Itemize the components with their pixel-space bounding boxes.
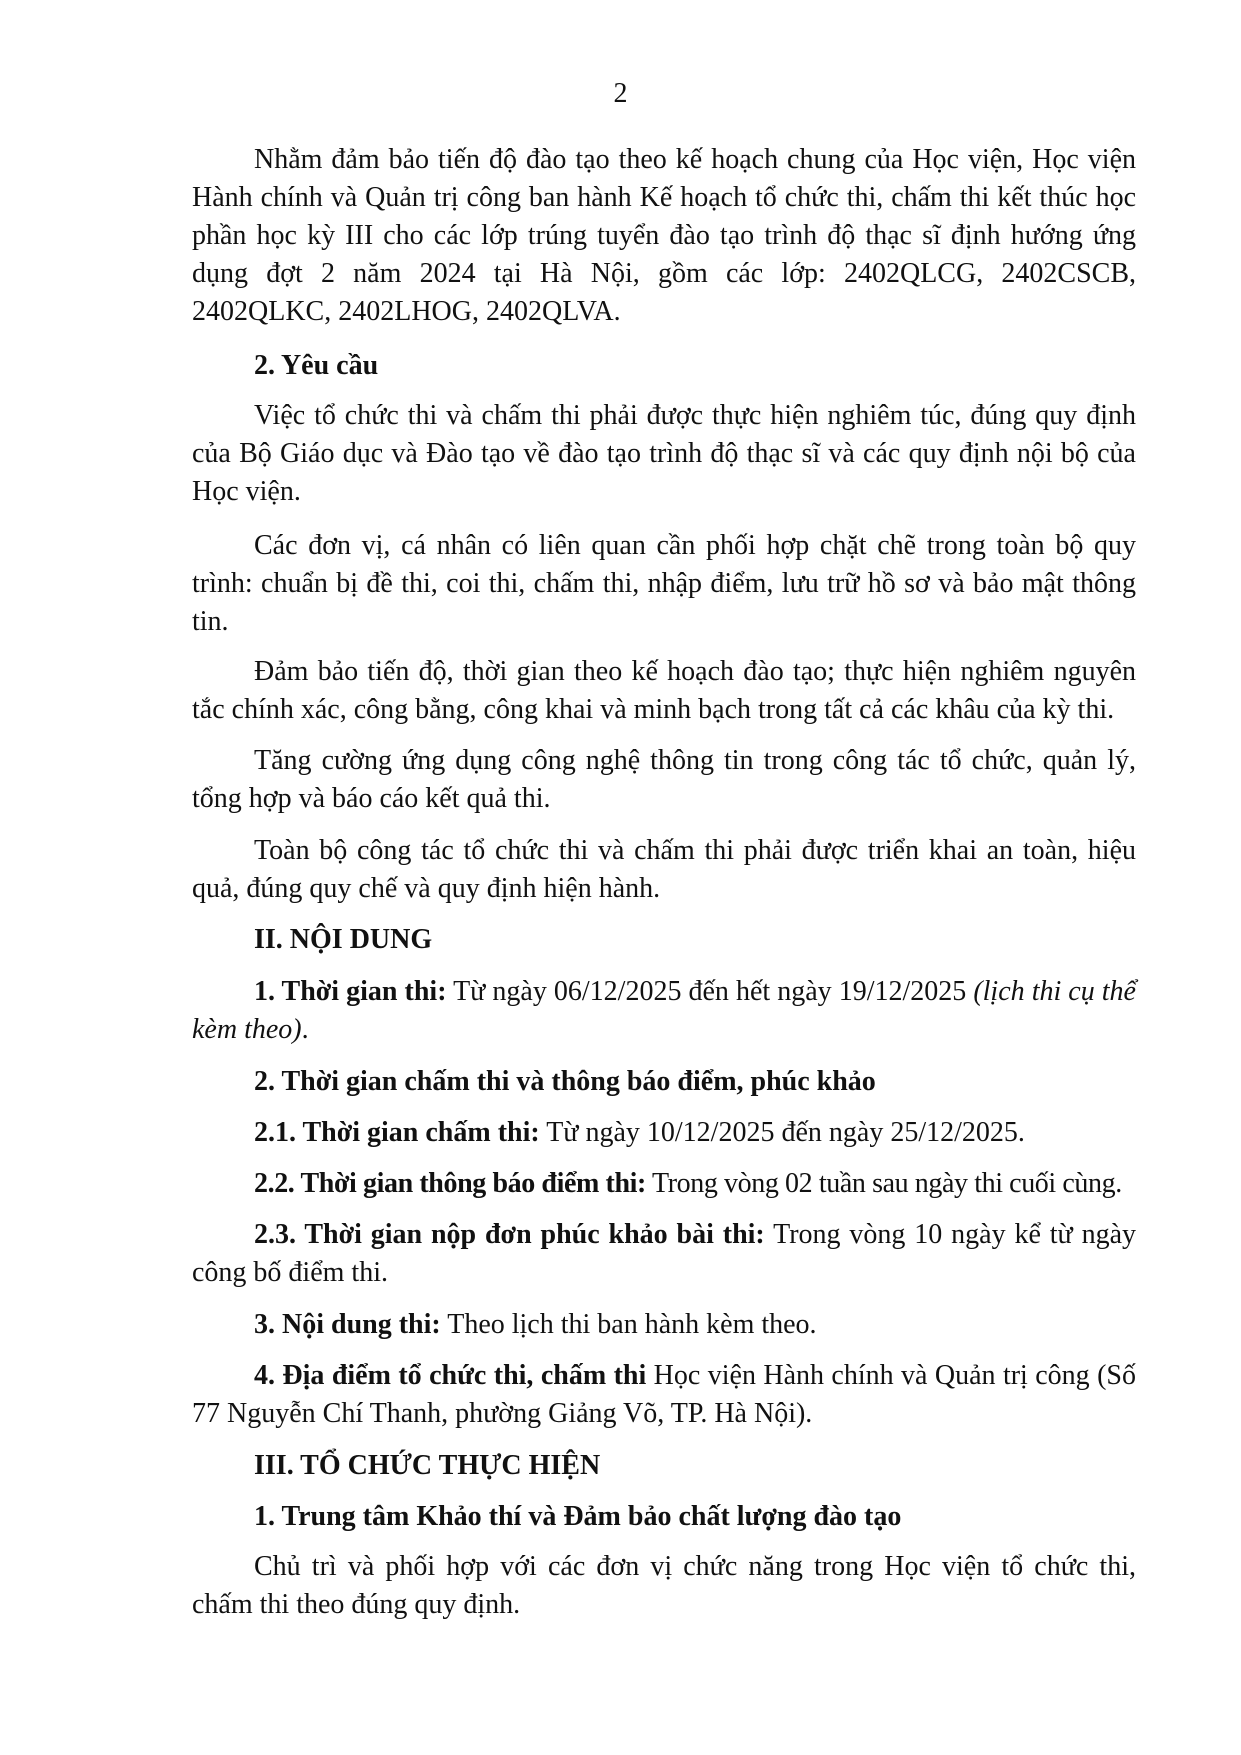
exam-content-paragraph <box>192 1306 1136 1344</box>
appeal-paragraph <box>192 1216 1136 1292</box>
location-label: 4. Địa điểm tổ chức thi, chấm thi <box>254 1360 647 1391</box>
period: . <box>301 1014 309 1045</box>
section-ii-heading: II. NỘI DUNG <box>254 924 433 955</box>
testing-center-heading: 1. Trung tâm Khảo thí và Đảm bảo chất lượng đào tạo <box>254 1501 902 1532</box>
location-paragraph <box>192 1357 1136 1433</box>
appeal-label: 2.3. Thời gian nộp đơn phúc khảo bài thi: <box>254 1219 765 1250</box>
score-notice-label: 2.2. Thời gian thông báo điểm thi: <box>254 1168 646 1199</box>
requirement-paragraph: Toàn bộ công tác tổ chức thi và chấm thi phải được triển khai an toàn, hiệu quả, đúng quy chế và quy định hiện hành. <box>192 835 1136 904</box>
exam-content-text: Theo lịch thi ban hành kèm theo. <box>440 1309 817 1340</box>
location-text: Học viện Hành chính và Quản trị công (Số 77 Nguyễn Chí Thanh, phường Giảng Võ, TP. Hà Nội). <box>192 1360 1136 1429</box>
exam-content-label: 3. Nội dung thi: <box>254 1309 441 1340</box>
grading-time-label: 2.1. Thời gian chấm thi: <box>254 1117 540 1148</box>
page-number: 2 <box>613 78 628 109</box>
requirements-heading: 2. Yêu cầu <box>254 350 379 381</box>
exam-time-label: 1. Thời gian thi: <box>254 976 447 1007</box>
requirement-paragraph: Đảm bảo tiến độ, thời gian theo kế hoạch đào tạo; thực hiện nghiêm nguyên tắc chính xác, công bằng, công khai và minh bạch trong tất cả các khâu của kỳ thi. <box>192 656 1136 725</box>
appeal-text: Trong vòng 10 ngày kể từ ngày công bố điểm thi. <box>192 1219 1136 1288</box>
exam-time-paragraph <box>192 973 1136 1049</box>
requirement-paragraph: Tăng cường ứng dụng công nghệ thông tin trong công tác tổ chức, quản lý, tổng hợp và báo cáo kết quả thi. <box>192 745 1136 814</box>
grading-time-text: Từ ngày 10/12/2025 đến ngày 25/12/2025. <box>539 1117 1025 1148</box>
requirement-paragraph: Việc tổ chức thi và chấm thi phải được thực hiện nghiêm túc, đúng quy định của Bộ Giáo dục và Đào tạo về đào tạo trình độ thạc sĩ và các quy định nội bộ của Học viện. <box>192 400 1136 507</box>
intro-paragraph: Nhằm đảm bảo tiến độ đào tạo theo kế hoạch chung của Học viện, Học viện Hành chính và Quản trị công ban hành Kế hoạch tổ chức thi, chấm thi kết thúc học phần học kỳ III cho các lớp trúng tuyển đào tạo trình độ thạc sĩ định hướng ứng dụng đợt 2 năm 2024 tại Hà Nội, gồm các lớp: 2402QLCG, 2402CSCB, 2402QLKC, 2402LHOG, 2402QLVA. <box>192 144 1136 327</box>
exam-time-note: (lịch thi cụ thể kèm theo) <box>192 976 1136 1045</box>
section-iii-heading: III. TỔ CHỨC THỰC HIỆN <box>254 1450 601 1481</box>
exam-time-text: Từ ngày 06/12/2025 đến hết ngày 19/12/2025 <box>446 976 974 1007</box>
grading-time-paragraph <box>192 1114 1136 1152</box>
testing-center-paragraph: Chủ trì và phối hợp với các đơn vị chức năng trong Học viện tổ chức thi, chấm thi theo đúng quy định. <box>192 1551 1136 1620</box>
requirement-paragraph: Các đơn vị, cá nhân có liên quan cần phối hợp chặt chẽ trong toàn bộ quy trình: chuẩn bị đề thi, coi thi, chấm thi, nhập điểm, lưu trữ hồ sơ và bảo mật thông tin. <box>192 530 1136 637</box>
grading-heading: 2. Thời gian chấm thi và thông báo điểm, phúc khảo <box>254 1066 876 1097</box>
score-notice-paragraph <box>192 1165 1136 1203</box>
score-notice-text: Trong vòng 02 tuần sau ngày thi cuối cùng. <box>645 1168 1122 1199</box>
